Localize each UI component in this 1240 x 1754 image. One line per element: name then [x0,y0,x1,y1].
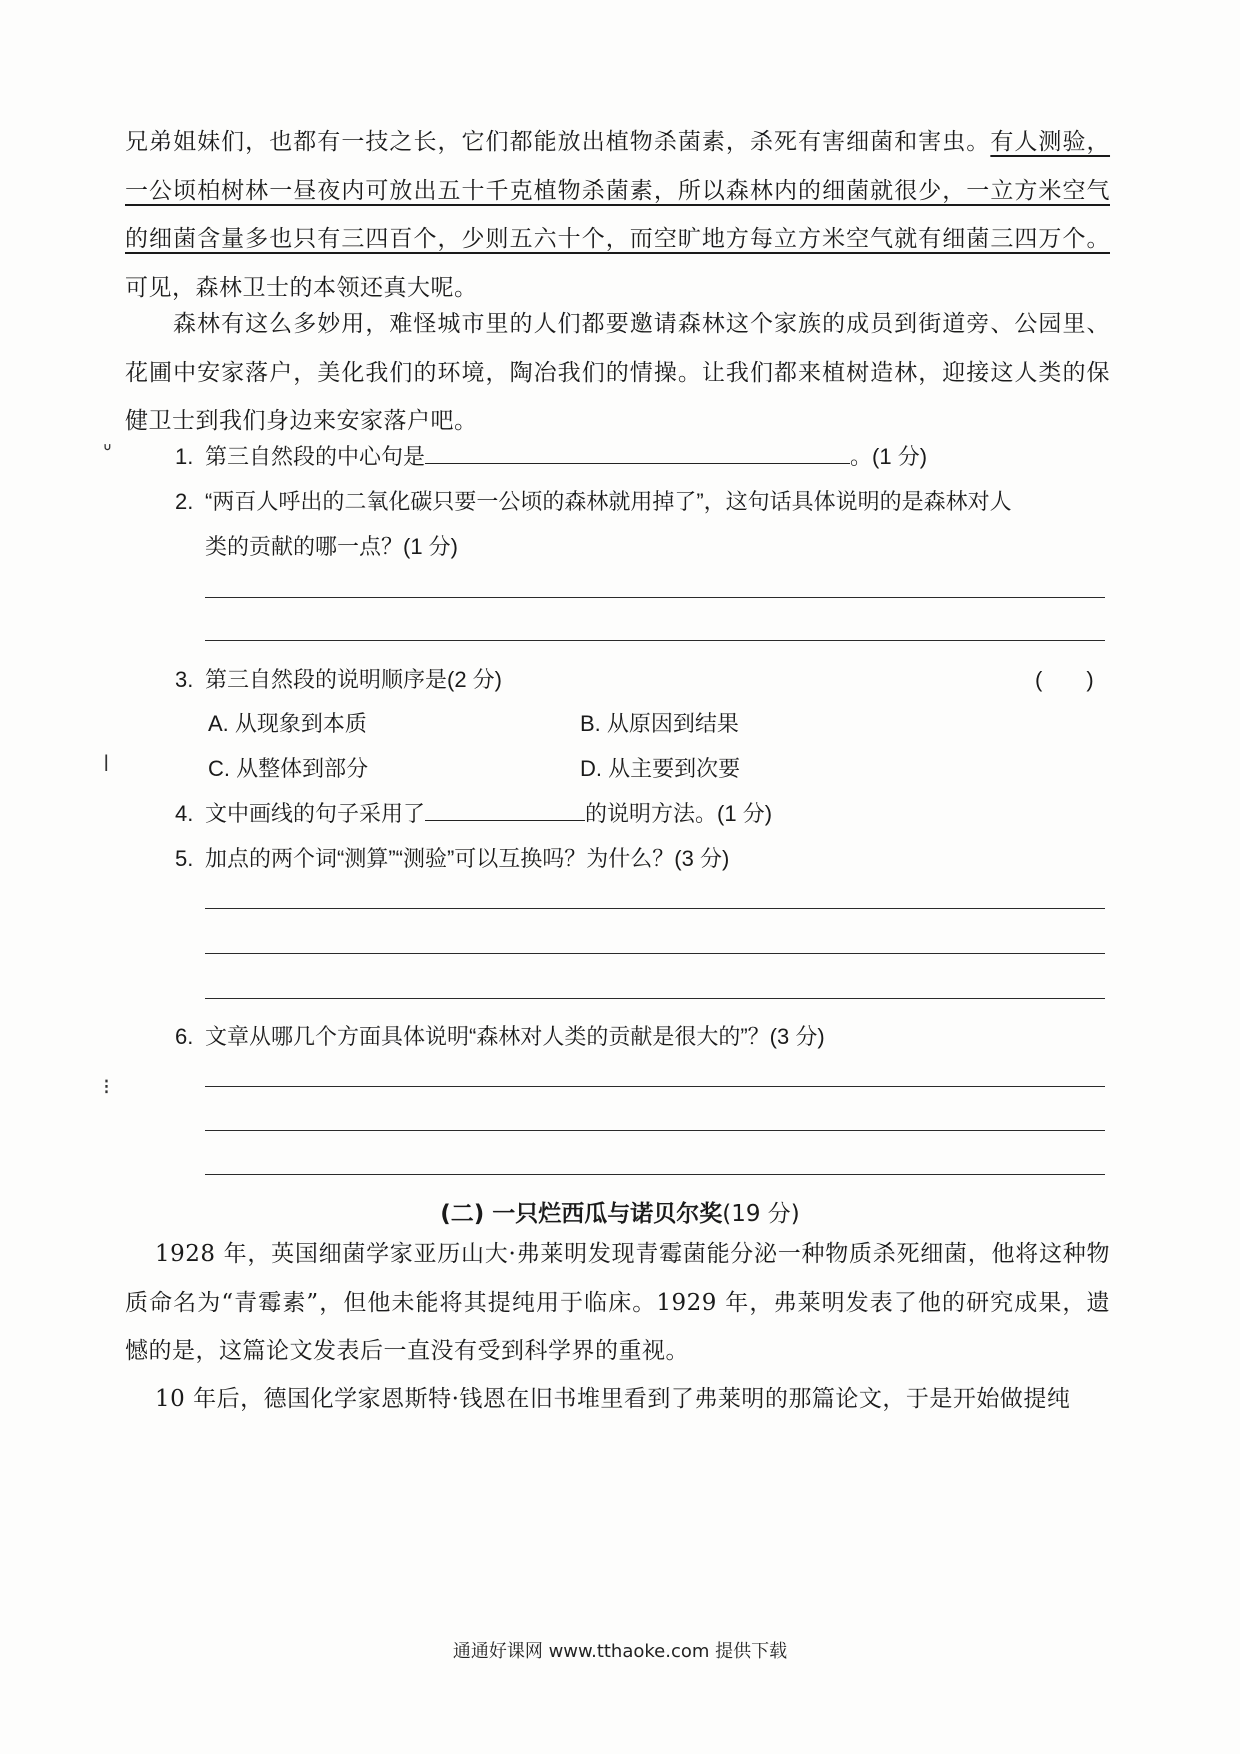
question-number: 1. [175,444,194,469]
section-title [0,1195,1240,1228]
passage-text-tail: 可见，森林卫士的本领还真大呢。 [125,274,478,301]
question-text: 文章从哪几个方面具体说明“森林对人类的贡献是很大的”？(3 分) [205,1024,825,1049]
answer-line[interactable] [205,597,1105,598]
question-number: 2. [175,489,194,514]
section-points: (19 分) [722,1201,800,1227]
question-points: 的说明方法。(1 分) [585,801,773,826]
answer-line[interactable] [205,998,1105,999]
question-2 [175,485,1012,516]
question-points: 。(1 分) [850,444,928,469]
question-text: 第三自然段的中心句是 [205,444,426,469]
question-1 [175,440,927,471]
section2-paragraph-2: 10 年后，德国化学家恩斯特·钱恩在旧书堆里看到了弗莱明的那篇论文，于是开始做提纯 [155,1386,1071,1412]
question-number: 3. [175,667,194,692]
passage-paragraph-1 [125,118,1110,312]
option-c[interactable]: C. 从整体到部分 [208,756,369,781]
question-5 [175,842,729,873]
option-d[interactable]: D. 从主要到次要 [580,756,741,781]
answer-line[interactable] [205,640,1105,641]
question-text: 第三自然段的说明顺序是(2 分) [205,667,503,692]
scan-mark: ǀ [103,752,110,777]
section2-paragraph-1: 1928 年，英国细菌学家亚历山大·弗莱明发现青霉菌能分泌一种物质杀死细菌，他将这种物质命名为“青霉素”，但他未能将其提纯用于临床。1929 年，弗莱明发表了他的研究成果，遗憾的是，这篇论文发表后一直没有受到科学界的重视。 [125,1241,1110,1364]
passage-paragraph-2: 森林有这么多妙用，难怪城市里的人们都要邀请森林这个家族的成员到街道旁、公园里、花圃中安家落户，美化我们的环境，陶冶我们的情操。让我们都来植树造林，迎接这人类的保健卫士到我们身边来安家落户吧。 [125,311,1110,434]
question-number: 6. [175,1024,194,1049]
answer-line[interactable] [205,1130,1105,1131]
answer-blank[interactable] [425,800,585,821]
option-a[interactable]: A. 从现象到本质 [208,711,367,736]
question-6 [175,1020,825,1051]
question-number: 5. [175,846,194,871]
answer-line[interactable] [205,953,1105,954]
option-b[interactable]: B. 从原因到结果 [580,711,739,736]
footer-watermark: 通通好课网 www.tthaoke.com 提供下载 [452,1641,788,1662]
question-text: “两百人呼出的二氧化碳只要一公顷的森林就用掉了”，这句话具体说明的是森林对人 [205,489,1012,514]
answer-line[interactable] [205,1086,1105,1087]
passage-text: 兄弟姐妹们，也都有一技之长，它们都能放出植物杀菌素，杀死有害细菌和害虫。 [125,129,991,155]
answer-line[interactable] [205,908,1105,909]
question-number: 4. [175,801,194,826]
answer-blank[interactable] [425,443,850,464]
question-2-line-2: 类的贡献的哪一点？(1 分) [205,534,459,559]
scan-mark: ⁝ [103,1075,110,1100]
question-4 [175,797,772,828]
answer-line[interactable] [205,1174,1105,1175]
question-3 [175,663,502,694]
answer-parentheses[interactable]: ( ) [1035,667,1094,692]
question-text: 加点的两个词“测算”“测验”可以互换吗？为什么？(3 分) [205,846,730,871]
scan-mark: ᐡ [103,440,112,465]
question-text: 文中画线的句子采用了 [205,801,426,826]
section-title-text: (二) 一只烂西瓜与诺贝尔奖 [440,1201,723,1227]
underlined-sentence: 有人测验，一公顷柏树林一昼夜内可放出五十千克植物杀菌素，所以森林内的细菌就很少，一立方米空气的细菌含量多也只有三四百个，少则五六十个，而空旷地方每立方米空气就有细菌三四万个。 [125,129,1111,252]
